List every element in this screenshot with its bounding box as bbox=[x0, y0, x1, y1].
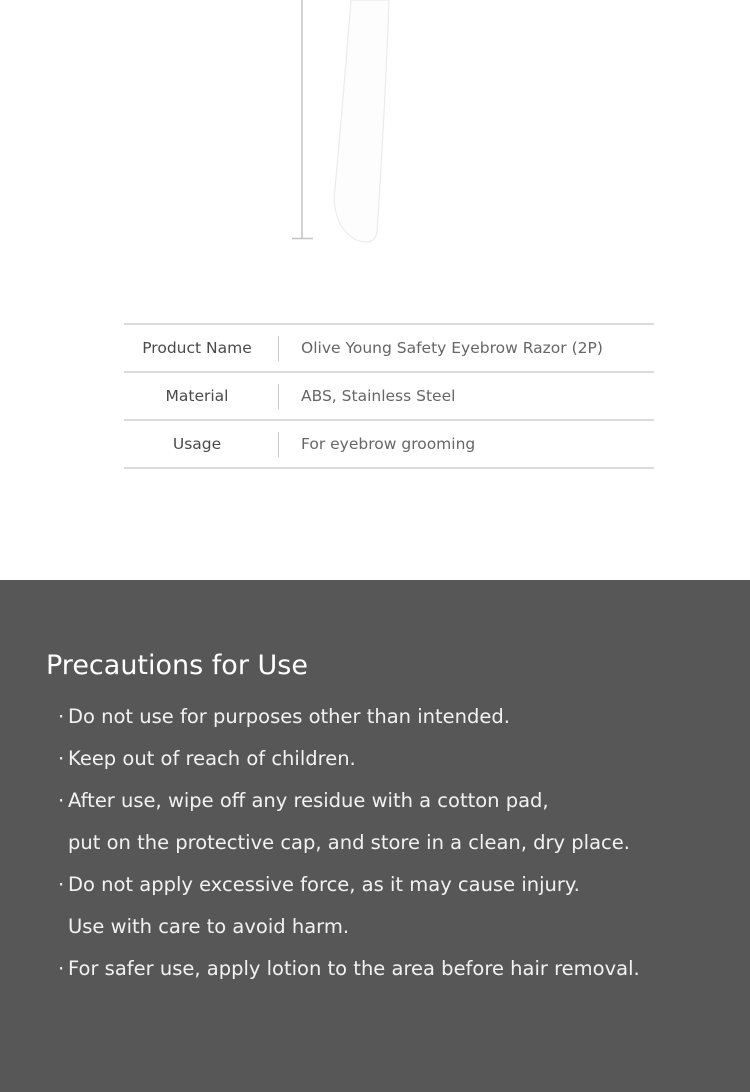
precaution-item bbox=[58, 864, 640, 948]
precaution-item bbox=[58, 738, 640, 780]
spec-value: Olive Young Safety Eyebrow Razor (2P) bbox=[301, 339, 603, 357]
razor-illustration bbox=[0, 0, 750, 300]
bullet-dot: · bbox=[58, 747, 65, 770]
bullet-dot: · bbox=[58, 873, 65, 896]
precautions-section bbox=[0, 580, 750, 1092]
precaution-item bbox=[58, 696, 640, 738]
spec-label: Product Name bbox=[142, 339, 252, 357]
precaution-item bbox=[58, 948, 640, 990]
spec-label: Usage bbox=[172, 435, 222, 453]
precaution-text: Do not apply excessive force, as it may cause injury. bbox=[68, 873, 580, 896]
spec-divider bbox=[278, 336, 279, 361]
precaution-item bbox=[58, 780, 640, 864]
precaution-text-continued: Use with care to avoid harm. bbox=[68, 915, 350, 938]
spec-row-product-name bbox=[124, 325, 654, 373]
spec-value: For eyebrow grooming bbox=[301, 435, 476, 453]
spec-table bbox=[124, 323, 654, 469]
precautions-title: Precautions for Use bbox=[46, 650, 308, 681]
precautions-list bbox=[58, 696, 640, 990]
precaution-text: Keep out of reach of children. bbox=[68, 747, 356, 770]
precaution-text: After use, wipe off any residue with a cotton pad, bbox=[68, 789, 549, 812]
bullet-dot: · bbox=[58, 789, 65, 812]
bullet-dot: · bbox=[58, 705, 65, 728]
spec-value: ABS, Stainless Steel bbox=[301, 387, 456, 405]
precaution-text: For safer use, apply lotion to the area before hair removal. bbox=[68, 957, 640, 980]
razor-handle bbox=[334, 0, 389, 242]
spec-row-material bbox=[124, 373, 654, 421]
spec-divider bbox=[278, 432, 279, 457]
precaution-text: Do not use for purposes other than intended. bbox=[68, 705, 510, 728]
bullet-dot: · bbox=[58, 957, 65, 980]
spec-divider bbox=[278, 384, 279, 409]
product-image bbox=[0, 0, 750, 300]
spec-label: Material bbox=[165, 387, 229, 405]
spec-row-usage bbox=[124, 421, 654, 469]
precaution-text-continued: put on the protective cap, and store in a clean, dry place. bbox=[68, 831, 630, 854]
